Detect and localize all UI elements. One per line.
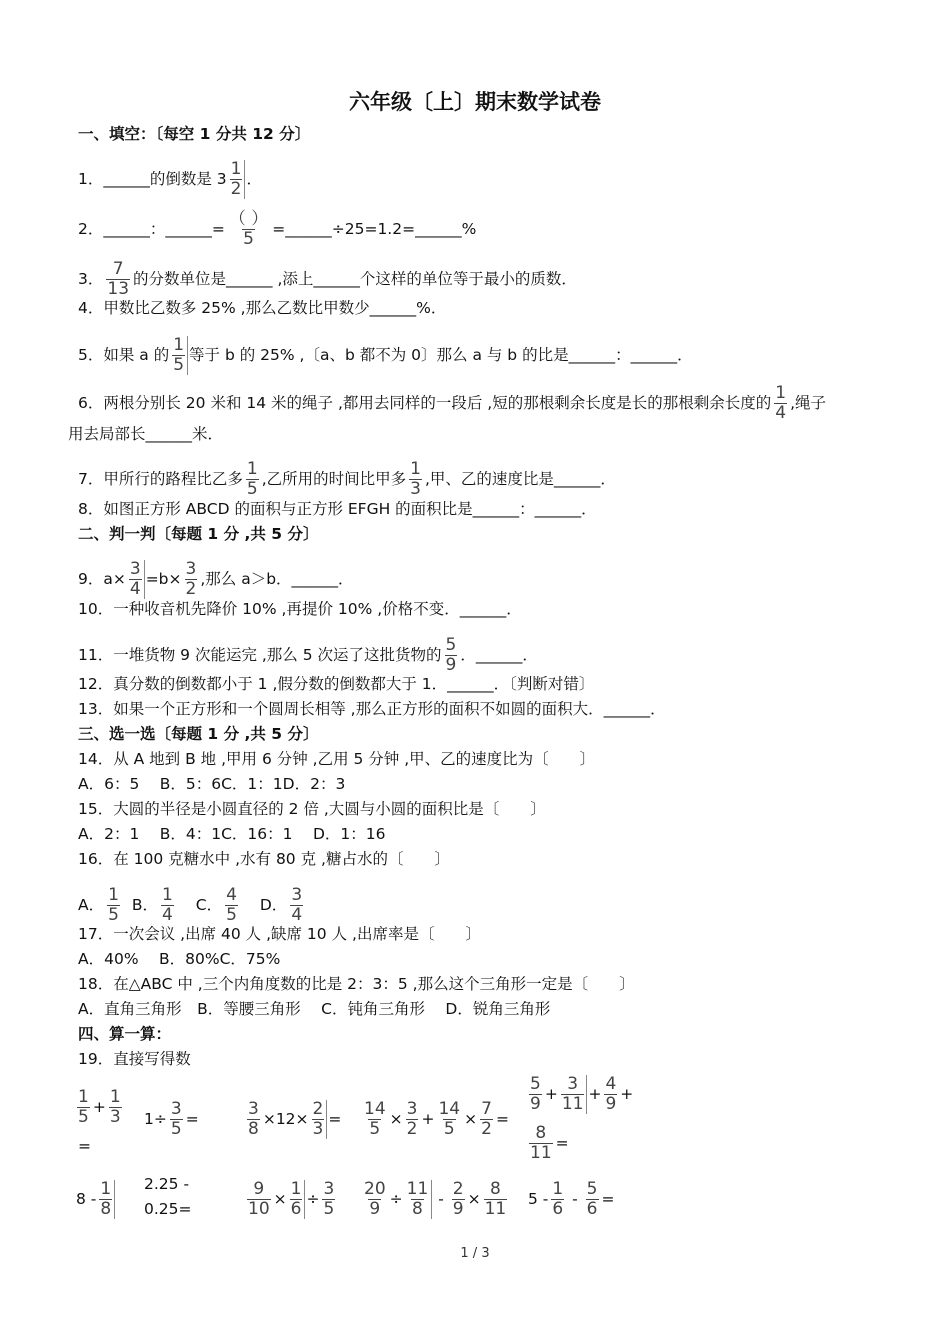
fraction: $\frac{3}{2}$ (185, 559, 197, 599)
calc-item-1: $\frac{1}{5}$ + $\frac{1}{3}$ (74, 1088, 125, 1127)
question-17: 17．一次会议 ,出席 40 人 ,缺席 10 人 ,出席率是〔 〕 (78, 925, 481, 943)
fraction: $\frac{14}{5}$ (364, 1099, 386, 1139)
section-calculation: 四、算一算： (78, 1025, 172, 1043)
calc-item-5: $\frac{5}{9}$ + $\frac{3}{11}$ + $\frac{4}{9}$ + (526, 1075, 633, 1114)
fraction: $\frac{1}{5}$ (78, 1087, 89, 1127)
fraction: $\frac{5}{9}$ (530, 1074, 541, 1114)
calc-item-9: $\frac{20}{9}$ ÷ $\frac{11}{8}$ - $\frac{2}{9}$ × $\frac{8}{11}$ (360, 1180, 510, 1219)
fraction: （ ） 5 (228, 209, 269, 249)
fraction: $\frac{3}{5}$ (323, 1179, 335, 1219)
fraction: $\frac{20}{9}$ (364, 1179, 386, 1219)
question-12: 12．真分数的倒数都小于 1 ,假分数的倒数都大于 1．______．〔判断对错〕 (78, 675, 595, 693)
fraction: $\frac{1}{4}$ (775, 383, 787, 423)
fraction: $\frac{4}{9}$ (605, 1074, 617, 1114)
question-16: 16．在 100 克糖水中 ,水有 80 克 ,糖占水的〔 〕 (78, 850, 450, 868)
question-5: 5．如果 a 的 $\frac{1}{5}$ 等于 b 的 25% ,〔a、b 都不为 0〕那么 a 与 b 的比是______：______． (78, 335, 693, 375)
fraction: $\frac{7}{13}$ (107, 259, 130, 299)
question-6-continued: 用去局部长______米． (68, 425, 224, 443)
fraction: $\frac{1}{5}$ (108, 885, 119, 925)
calc-item-5-continued: $\frac{8}{11}$ = (526, 1124, 569, 1163)
fraction: $\frac{3}{11}$ (559, 1075, 588, 1114)
question-13: 13．如果一个正方形和一个圆周长相等 ,那么正方形的面积不如圆的面积大．______． (78, 700, 666, 718)
fraction: $\frac{9}{10}$ (248, 1179, 270, 1219)
page-title: 六年级〔上〕期末数学试卷 (349, 90, 601, 114)
fraction: $\frac{1}{3}$ (109, 1087, 121, 1127)
question-17-options: A．40% B．80%C．75% (78, 950, 281, 968)
fraction: $\frac{2}{3}$ (310, 1100, 328, 1139)
question-4: 4．甲数比乙数多 25% ,那么乙数比甲数少______%． (78, 299, 447, 317)
question-6: 6．两根分别长 20 米和 14 米的绳子 ,都用去同样的一段后 ,短的那根剩余长度是长的那根剩余长度的 $\frac{1}{4}$ ,绳子 (78, 383, 826, 423)
fraction: $\frac{5}{6}$ (586, 1179, 598, 1219)
fraction: $\frac{8}{11}$ (484, 1179, 507, 1219)
question-15: 15．大圆的半径是小圆直径的 2 倍 ,大圆与小圆的面积比是〔 〕 (78, 800, 546, 818)
section-multiple-choice: 三、选一选〔每题 1 分 ,共 5 分〕 (78, 725, 319, 743)
fraction: $\frac{7}{2}$ (481, 1099, 492, 1139)
fraction: $\frac{1}{6}$ (288, 1180, 306, 1219)
fraction: $\frac{4}{5}$ (226, 885, 237, 925)
fraction: $\frac{1}{4}$ (162, 885, 173, 925)
question-1: 1．______的倒数是 3 $\frac{1}{2}$ ． (78, 159, 262, 199)
question-3: 3． $\frac{7}{13}$ 的分数单位是______ ,添上______个这样的单位等于最小的质数． (78, 259, 577, 299)
calc-item-2: 1÷ $\frac{3}{5}$ = (144, 1099, 199, 1139)
question-9: 9．a× $\frac{3}{4}$ =b× $\frac{3}{2}$ ,那么 a＞b．______． (78, 559, 354, 599)
fraction: $\frac{14}{5}$ (438, 1099, 461, 1139)
question-16-options: A． $\frac{1}{5}$ B． $\frac{1}{4}$ C． $\frac{4}{5}$ D． $\frac{3}{4}$ (78, 886, 306, 925)
question-18: 18．在△ABC 中 ,三个内角度数的比是 2：3：5 ,那么这个三角形一定是〔 〕 (78, 975, 635, 993)
fraction: $\frac{1}{5}$ (170, 336, 188, 375)
question-14-options: A．6：5 B．5：6C．1：1D．2：3 (78, 775, 346, 793)
question-8: 8．如图正方形 ABCD 的面积与正方形 EFGH 的面积比是______：______． (78, 500, 597, 518)
calc-item-8: $\frac{9}{10}$ × $\frac{1}{6}$ ÷ $\frac{3}{5}$ (244, 1180, 338, 1219)
calc-item-10: 5 - $\frac{1}{6}$ - $\frac{5}{6}$ = (528, 1179, 615, 1219)
fraction: $\frac{1}{5}$ (246, 459, 258, 499)
calc-item-7: 2.25 - (144, 1175, 190, 1193)
calc-item-4: $\frac{14}{5}$ × $\frac{3}{2}$ + $\frac{14}{5}$ × $\frac{7}{2}$ = (360, 1100, 509, 1139)
calc-item-3: $\frac{3}{8}$ ×12× $\frac{2}{3}$ = (244, 1100, 341, 1139)
fraction: $\frac{11}{8}$ (404, 1180, 433, 1219)
calc-item-6: 8 - $\frac{1}{8}$ (76, 1180, 116, 1219)
fraction: $\frac{1}{6}$ (552, 1179, 564, 1219)
fraction: $\frac{3}{4}$ (291, 885, 303, 925)
fraction: $\frac{3}{5}$ (170, 1099, 182, 1139)
question-10: 10．一种收音机先降价 10% ,再提价 10% ,价格不变．______． (78, 600, 522, 618)
question-19: 19．直接写得数 (78, 1050, 191, 1068)
question-15-options: A．2：1 B．4：1C．16：1 D．1：16 (78, 825, 386, 843)
fraction: $\frac{3}{2}$ (406, 1099, 418, 1139)
fraction: $\frac{8}{11}$ (530, 1123, 552, 1163)
fraction: $\frac{5}{9}$ (445, 635, 457, 675)
fraction: $\frac{3}{4}$ (127, 560, 145, 599)
question-18-options: A．直角三角形 B．等腰三角形 C．钝角三角形 D．锐角三角形 (78, 1000, 551, 1018)
question-7: 7．甲所行的路程比乙多 $\frac{1}{5}$ ,乙所用的时间比甲多 $\frac{1}{3}$ ,甲、乙的速度比是______． (78, 459, 616, 499)
fraction: $\frac{1}{2}$ (228, 160, 246, 199)
page-number: 1 / 3 (460, 1246, 490, 1261)
fraction: $\frac{1}{8}$ (97, 1180, 115, 1219)
calc-item-7-continued: 0.25= (144, 1200, 192, 1218)
section-fill-in: 一、填空：〔每空 1 分共 12 分〕 (78, 125, 311, 143)
question-14: 14．从 A 地到 B 地 ,甲用 6 分钟 ,乙用 5 分钟 ,甲、乙的速度比为〔 〕 (78, 750, 596, 768)
fraction: $\frac{3}{8}$ (248, 1099, 259, 1139)
fraction: $\frac{1}{3}$ (410, 459, 421, 499)
question-2: 2．______：______= （ ） 5 =______÷25=1.2=______% (78, 209, 477, 249)
fraction: $\frac{2}{9}$ (452, 1179, 464, 1219)
question-11: 11．一堆货物 9 次能运完 ,那么 5 次运了这批货物的 $\frac{5}{9}$ ．______． (78, 635, 538, 675)
calc-item-1-equals: = (78, 1137, 91, 1155)
section-true-false: 二、判一判〔每题 1 分 ,共 5 分〕 (78, 525, 319, 543)
